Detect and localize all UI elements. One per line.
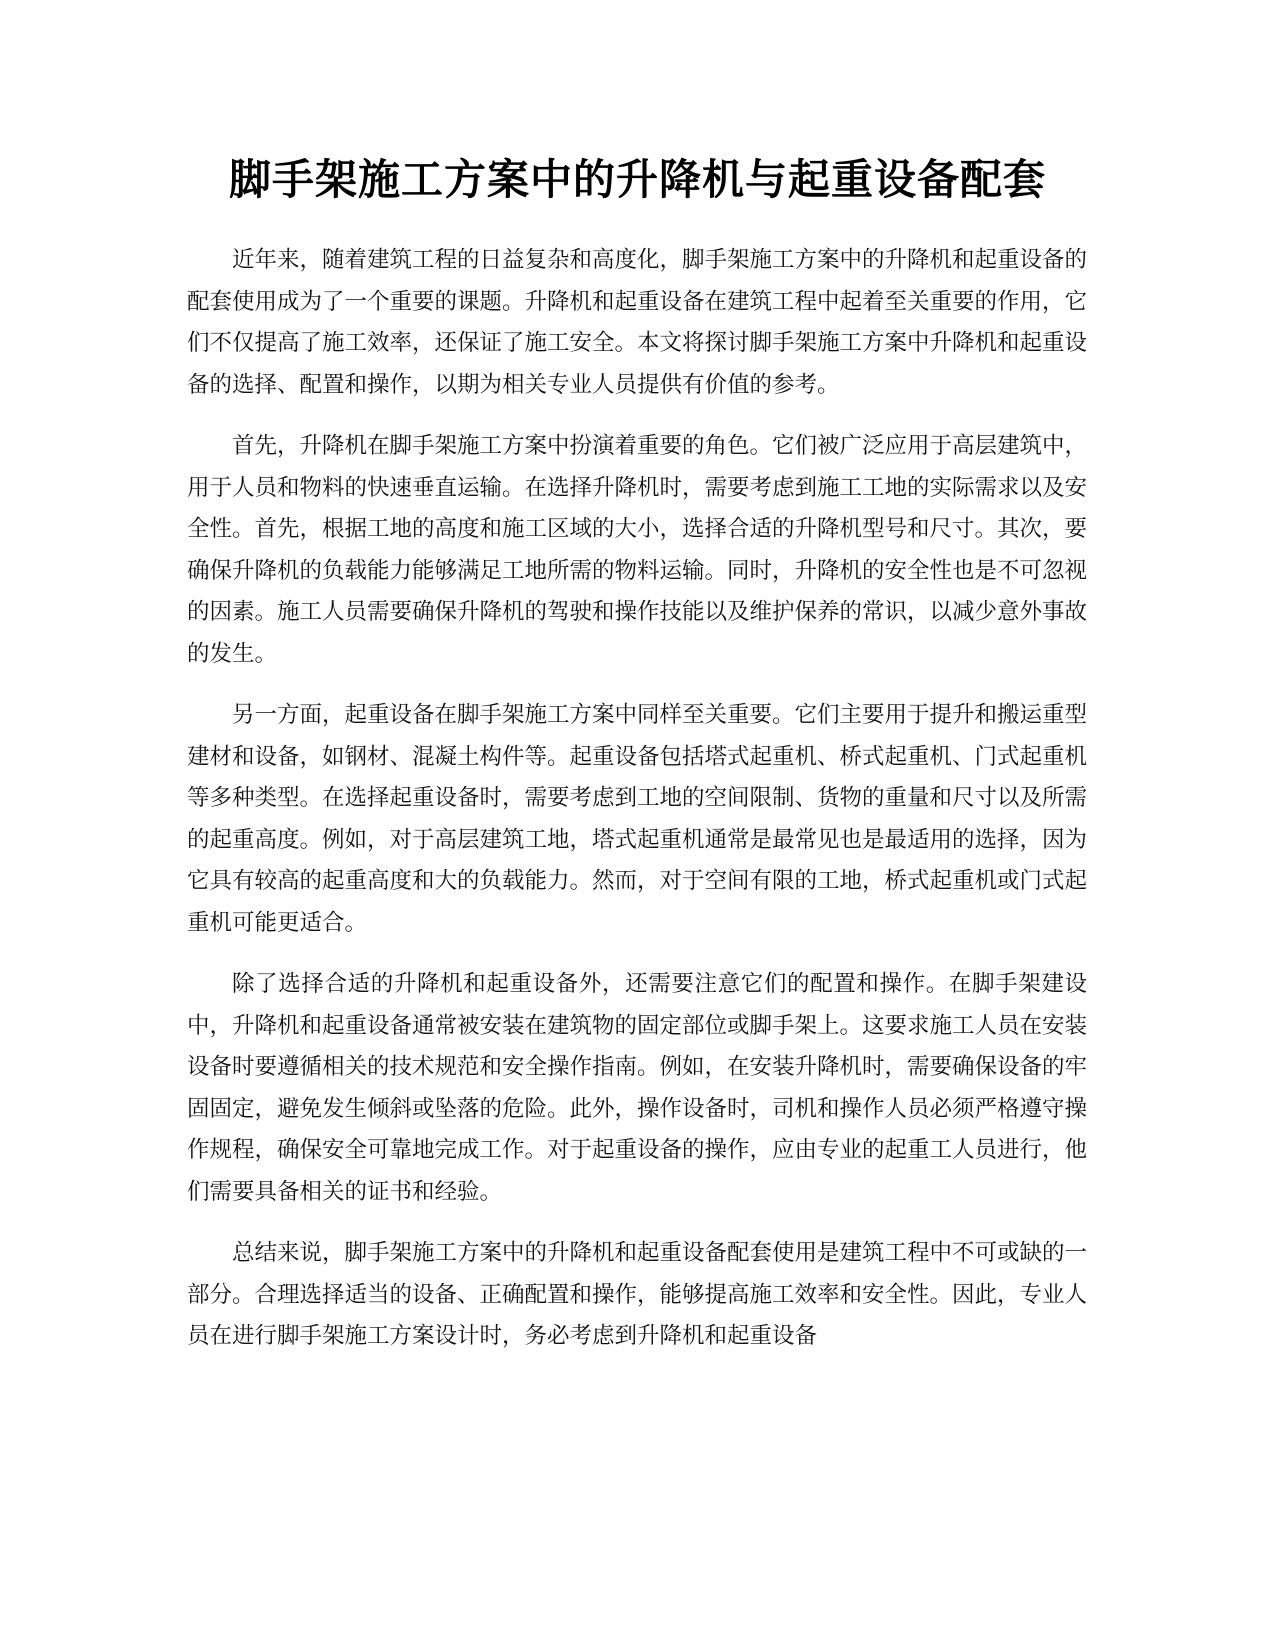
paragraph-configuration-operation: 除了选择合适的升降机和起重设备外，还需要注意它们的配置和操作。在脚手架建设中，升降机和起重设备通常被安装在建筑物的固定部位或脚手架上。这要求施工人员在安装设备时要遵循相关的技术规范和安全操作指南。例如，在安装升降机时，需要确保设备的牢固固定，避免发生倾斜或坠落的危险。此外，操作设备时，司机和操作人员必须严格遵守操作规程，确保安全可靠地完成工作。对于起重设备的操作，应由专业的起重工人员进行，他们需要具备相关的证书和经验。 — [187, 971, 1088, 1205]
document-body — [187, 240, 1087, 1378]
document-title: 脚手架施工方案中的升降机与起重设备配套 — [228, 155, 1046, 204]
paragraph-intro: 近年来，随着建筑工程的日益复杂和高度化，脚手架施工方案中的升降机和起重设备的配套使用成为了一个重要的课题。升降机和起重设备在建筑工程中起着至关重要的作用，它们不仅提高了施工效率，还保证了施工安全。本文将探讨脚手架施工方案中升降机和起重设备的选择、配置和操作，以期为相关专业人员提供有价值的参考。 — [187, 247, 1088, 398]
paragraph-elevators: 首先，升降机在脚手架施工方案中扮演着重要的角色。它们被广泛应用于高层建筑中，用于人员和物料的快速垂直运输。在选择升降机时，需要考虑到施工工地的实际需求以及安全性。首先，根据工地的高度和施工区域的大小，选择合适的升降机型号和尺寸。其次，要确保升降机的负载能力能够满足工地所需的物料运输。同时，升降机的安全性也是不可忽视的因素。施工人员需要确保升降机的驾驶和操作技能以及维护保养的常识，以减少意外事故的发生。 — [187, 433, 1088, 667]
paragraph-lifting-equipment: 另一方面，起重设备在脚手架施工方案中同样至关重要。它们主要用于提升和搬运重型建材和设备，如钢材、混凝土构件等。起重设备包括塔式起重机、桥式起重机、门式起重机等多种类型。在选择起重设备时，需要考虑到工地的空间限制、货物的重量和尺寸以及所需的起重高度。例如，对于高层建筑工地，塔式起重机通常是最常见也是最适用的选择，因为它具有较高的起重高度和大的负载能力。然而，对于空间有限的工地，桥式起重机或门式起重机可能更适合。 — [187, 702, 1088, 936]
paragraph-summary: 总结来说，脚手架施工方案中的升降机和起重设备配套使用是建筑工程中不可或缺的一部分。合理选择适当的设备、正确配置和操作，能够提高施工效率和安全性。因此，专业人员在进行脚手架施工方案设计时，务必考虑到升降机和起重设备 — [187, 1240, 1088, 1349]
